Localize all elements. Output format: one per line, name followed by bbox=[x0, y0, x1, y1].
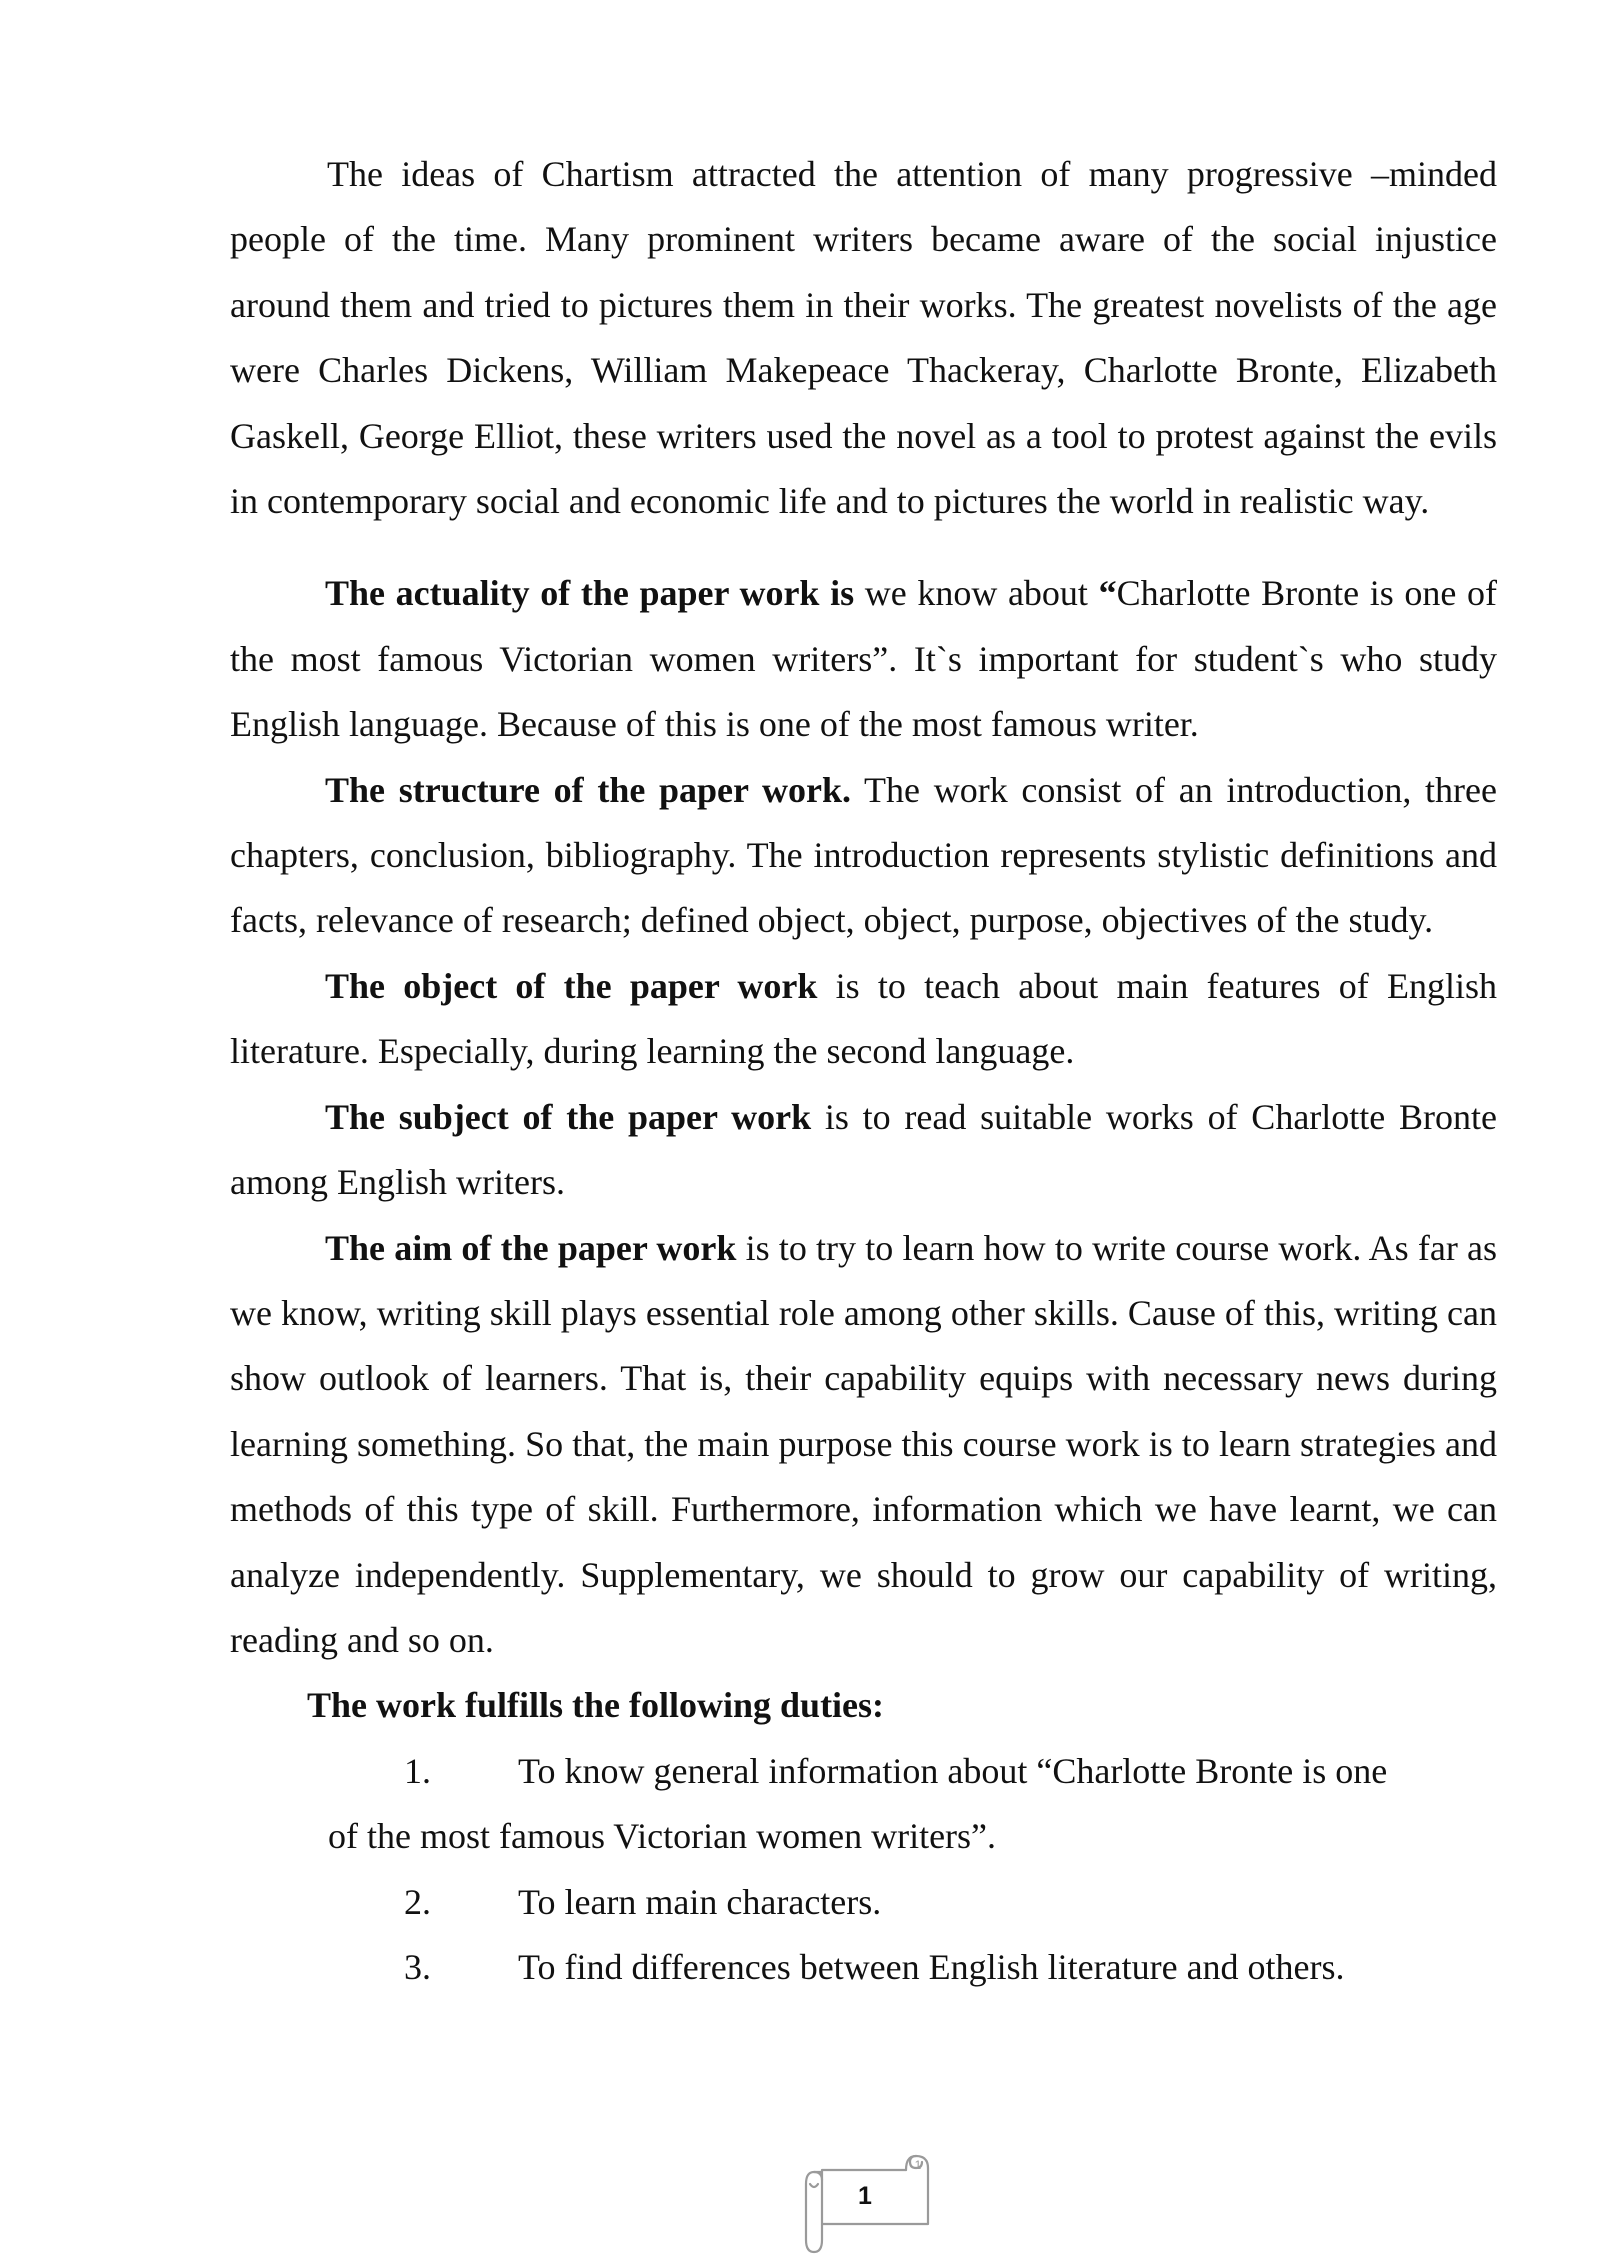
subject-paragraph bbox=[230, 1085, 1497, 1216]
actuality-text: Charlotte Bronte is one of the most famous Victorian women writers”. It`s important for student`s who study English language. Because of this is one of the most famous writer. bbox=[230, 573, 1497, 745]
duty-text-continued: of the most famous Victorian women writers”. bbox=[328, 1816, 997, 1857]
duties-heading bbox=[230, 1673, 1497, 1738]
duty-number: 2. bbox=[404, 1881, 431, 1922]
object-text: is to teach about main features of English literature. Especially, during learning the second language. bbox=[230, 965, 1497, 1072]
aim-paragraph bbox=[230, 1216, 1497, 1674]
subject-text: is to read suitable works of Charlotte Bronte among English writers. bbox=[230, 1096, 1498, 1203]
duty-item-3 bbox=[230, 1935, 1497, 2000]
duties-heading-text: The work fulfills the following duties: bbox=[307, 1685, 885, 1726]
document-body bbox=[230, 142, 1497, 2000]
page-footer bbox=[788, 2140, 936, 2256]
duty-text: To find differences between English literature and others. bbox=[518, 1946, 1345, 1987]
paragraph-gap bbox=[230, 534, 1497, 561]
duty-number: 3. bbox=[404, 1946, 431, 1987]
duty-item-2 bbox=[230, 1870, 1497, 1935]
actuality-text-mid: we know about bbox=[854, 573, 1099, 614]
aim-text: is to try to learn how to write course work. As far as we know, writing skill plays essential role among other skills. Cause of this, writing can show outlook of learners. That is, their capability equips with necessary news during learning something. So that, the main purpose this course work is to learn strategies and methods of this type of skill. Furthermore, information which we have learnt, we can analyze independently. Supplementary, we should to grow our capability of writing, reading and so on. bbox=[230, 1227, 1498, 1660]
subject-heading: The subject of the paper work bbox=[325, 1096, 812, 1137]
duty-text: To know general information about “Charlotte Bronte is one bbox=[518, 1750, 1388, 1791]
page-number: 1 bbox=[858, 2182, 872, 2210]
duty-item-1 bbox=[230, 1739, 1497, 1870]
svg-text:1: 1 bbox=[914, 2158, 922, 2172]
structure-paragraph bbox=[230, 758, 1497, 954]
actuality-heading: The actuality of the paper work is bbox=[325, 573, 855, 614]
object-heading: The object of the paper work bbox=[325, 965, 818, 1006]
intro-paragraph: The ideas of Chartism attracted the attention of many progressive –minded people of the time. Many prominent writers became aware of the social injustice around them and tried to pictures them in their works. The greatest novelists of the age were Charles Dickens, William Makepeace Thackeray, Charlotte Bronte, Elizabeth Gaskell, George Elliot, these writers used the novel as a tool to protest against the evils in contemporary social and economic life and to pictures the world in realistic way. bbox=[230, 154, 1497, 522]
structure-heading: The structure of the paper work. bbox=[325, 769, 852, 810]
duty-text: To learn main characters. bbox=[518, 1881, 882, 1922]
structure-text: The work consist of an introduction, three chapters, conclusion, bibliography. The introduction represents stylistic definitions and facts, relevance of research; defined object, object, purpose, objectives of the study. bbox=[230, 769, 1497, 941]
object-paragraph bbox=[230, 954, 1497, 1085]
quote-mark: “ bbox=[1098, 573, 1117, 614]
actuality-paragraph bbox=[230, 561, 1497, 757]
duty-number: 1. bbox=[404, 1750, 431, 1791]
aim-heading: The aim of the paper work bbox=[325, 1227, 737, 1268]
